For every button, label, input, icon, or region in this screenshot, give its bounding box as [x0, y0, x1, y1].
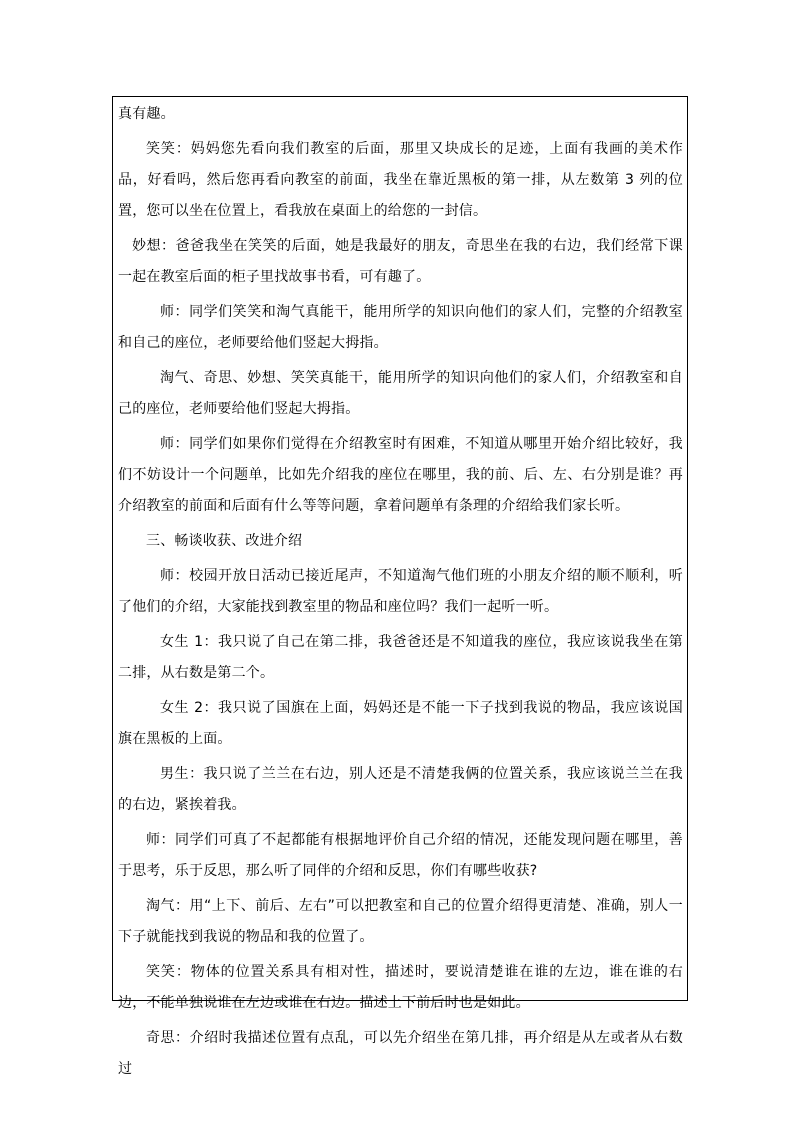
paragraph-9: 女生 1：我只说了自己在第二排，我爸爸还是不知道我的座位，我应该说我坐在第二排，从右数是第二个。	[118, 634, 683, 681]
document-body	[118, 99, 683, 1089]
paragraph-4: 师：同学们笑笑和淘气真能干，能用所学的知识向他们的家人们，完整的介绍教室和自己的座位，老师要给他们竖起大拇指。	[118, 304, 683, 351]
paragraph-14: 笑笑：物体的位置关系具有相对性，描述时，要说清楚谁在谁的左边，谁在谁的右边，不能单独说谁在左边或谁在右边。描述上下前后时也是如此。	[118, 964, 683, 1011]
paragraph-6: 师：同学们如果你们觉得在介绍教室时有困难，不知道从哪里开始介绍比较好，我们不妨设计一个问题单，比如先介绍我的座位在哪里，我的前、后、左、右分别是谁？再介绍教室的前面和后面有什么等等问题，拿着问题单有条理的介绍给我们家长听。	[118, 436, 683, 514]
paragraph-8: 师：校园开放日活动已接近尾声，不知道淘气他们班的小朋友介绍的顺不顺利，听了他们的介绍，大家能找到教室里的物品和座位吗？我们一起听一听。	[118, 568, 683, 615]
paragraph-1: 真有趣。	[118, 106, 175, 122]
paragraph-11: 男生：我只说了兰兰在右边，别人还是不清楚我俩的位置关系，我应该说兰兰在我的右边，紧挨着我。	[118, 766, 683, 813]
section-heading: 三、畅谈收获、改进介绍	[146, 533, 303, 549]
paragraph-15: 奇思：介绍时我描述位置有点乱，可以先介绍坐在第几排，再介绍是从左或者从右数过	[118, 1030, 683, 1077]
paragraph-3: 妙想：爸爸我坐在笑笑的后面，她是我最好的朋友，奇思坐在我的右边，我们经常下课一起在教室后面的柜子里找故事书看，可有趣了。	[118, 238, 683, 285]
paragraph-2: 笑笑：妈妈您先看向我们教室的后面，那里又块成长的足迹，上面有我画的美术作品，好看吗，然后您再看向教室的前面，我坐在靠近黑板的第一排，从左数第 3 列的位置，您可以坐在位置上，看我放在桌面上的给您的一封信。	[118, 141, 683, 219]
paragraph-12: 师：同学们可真了不起都能有根据地评价自己介绍的情况，还能发现问题在哪里，善于思考，乐于反思，那么听了同伴的介绍和反思，你们有哪些收获?	[118, 832, 683, 879]
paragraph-5: 淘气、奇思、妙想、笑笑真能干，能用所学的知识向他们的家人们，介绍教室和自己的座位，老师要给他们竖起大拇指。	[118, 370, 683, 417]
paragraph-13: 淘气：用“上下、前后、左右”可以把教室和自己的位置介绍得更清楚、准确，别人一下子就能找到我说的物品和我的位置了。	[118, 898, 683, 945]
paragraph-10: 女生 2：我只说了国旗在上面，妈妈还是不能一下子找到我说的物品，我应该说国旗在黑板的上面。	[118, 700, 683, 747]
